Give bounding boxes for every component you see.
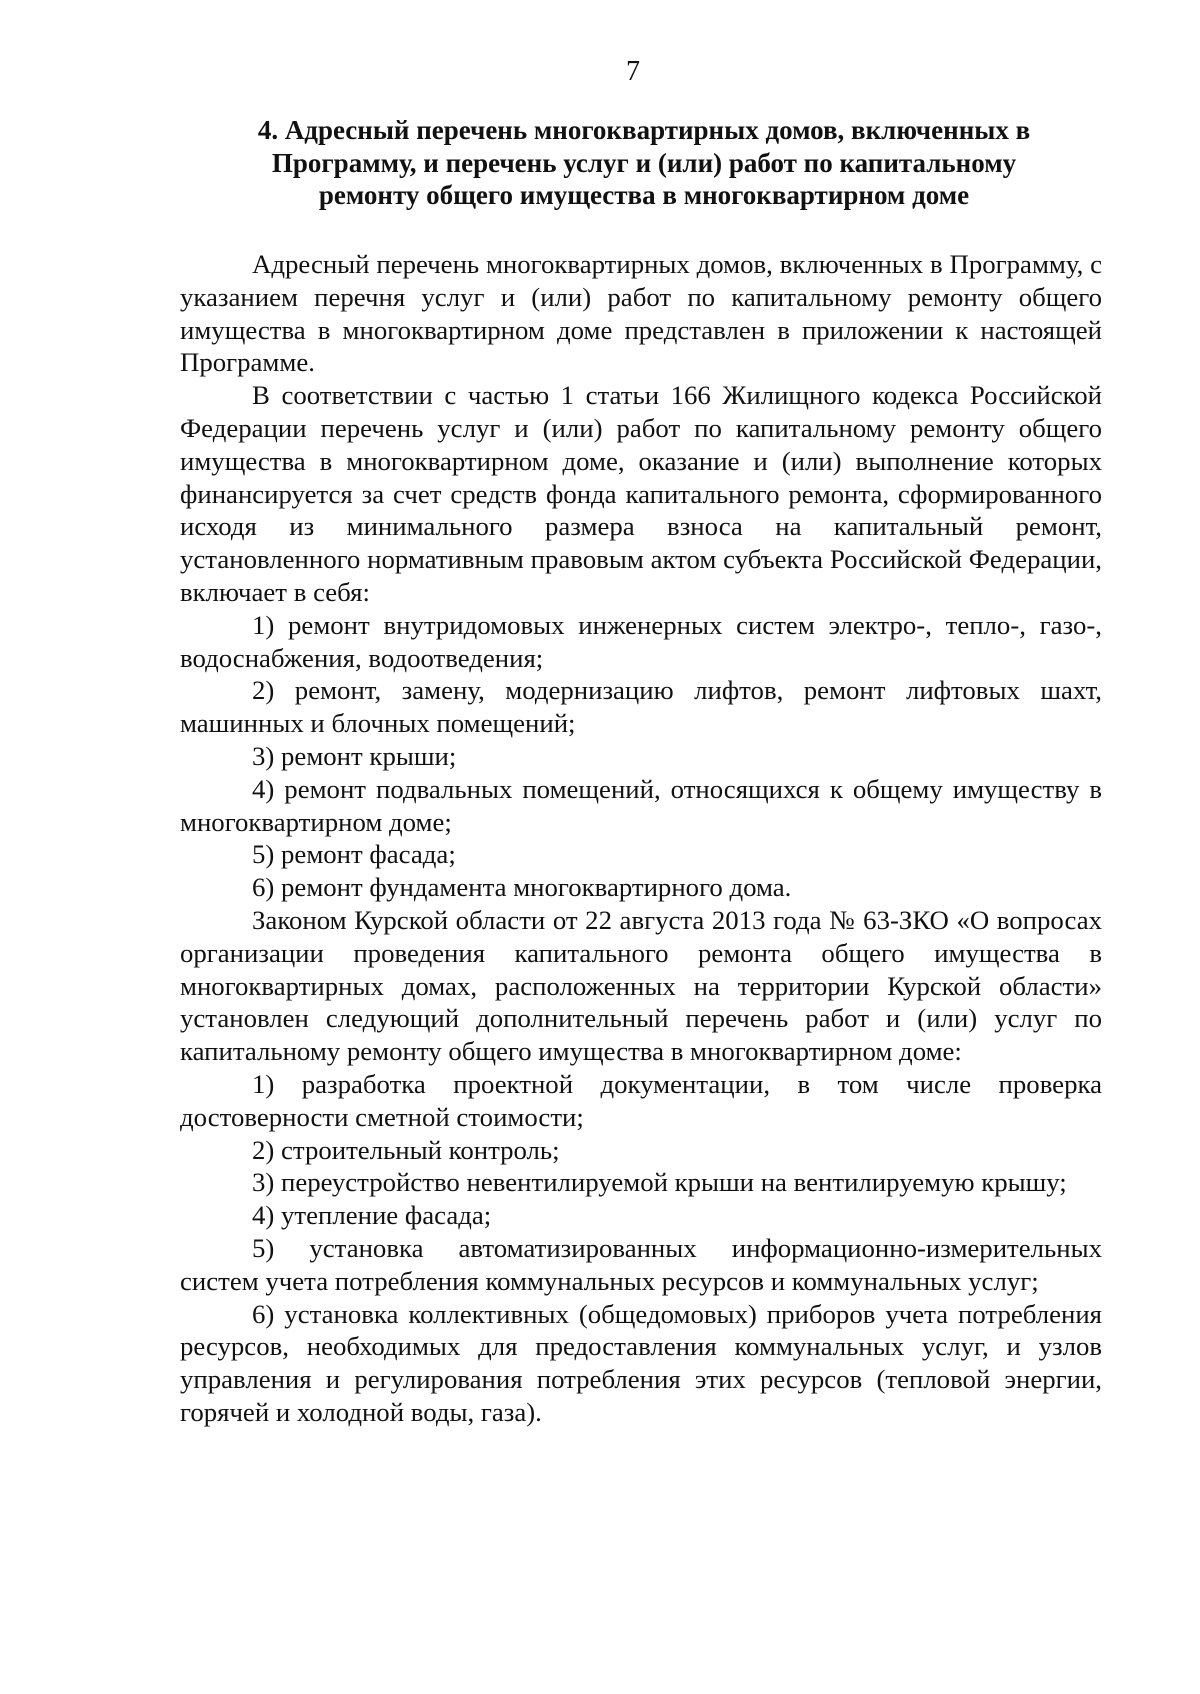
paragraph-article-166: В соответствии с частью 1 статьи 166 Жилищного кодекса Российской Федерации перечень услуг и (или) работ по капитальному ремонту общего имущества в многоквартирном доме, оказание и (или) выполнение которых финансируется за счет средств фонда капитального ремонта, сформированного исходя из минимального размера взноса на капитальный ремонт, установленного нормативным правовым актом субъекта Российской Федерации, включает в себя: [180,380,1102,607]
section-heading-line: ремонту общего имущества в многоквартирном доме [318,180,970,210]
section-heading-line: Программу, и перечень услуг и (или) работ по капитальному [271,147,1017,178]
list-item: 1) ремонт внутридомовых инженерных систем электро-, тепло-, газо-, водоснабжения, водоотведения; [180,609,1102,673]
list-item: 5) ремонт фасада; [252,839,456,870]
list-item: 3) ремонт крыши; [252,740,457,771]
list-item: 6) установка коллективных (общедомовых) приборов учета потребления ресурсов, необходимых для предоставления коммунальных услуг, и узлов управления и регулирования потребления этих ресурсов (тепловой энергии, горячей и холодной воды, газа). [180,1298,1102,1427]
list-item: 5) установка автоматизированных информационно-измерительных систем учета потребления коммунальных ресурсов и коммунальных услуг; [180,1232,1102,1296]
list-item: 2) ремонт, замену, модернизацию лифтов, ремонт лифтовых шахт, машинных и блочных помещений; [180,675,1102,739]
paragraph-kursk-law: Законом Курской области от 22 августа 2013 года № 63-ЗКО «О вопросах организации проведения капитального ремонта общего имущества в многоквартирных домах, расположенных на территории Курской области» установлен следующий дополнительный перечень работ и (или) услуг по капитальному ремонту общего имущества в многоквартирном доме: [180,904,1102,1067]
list-item: 1) разработка проектной документации, в том числе проверка достоверности сметной стоимости; [180,1068,1102,1132]
paragraph-intro: Адресный перечень многоквартирных домов, включенных в Программу, с указанием перечня услуг и (или) работ по капитальному ремонту общего имущества в многоквартирном доме представлен в приложении к настоящей Программе. [180,249,1102,378]
list-item: 4) утепление фасада; [252,1200,492,1231]
list-item: 4) ремонт подвальных помещений, относящихся к общему имуществу в многоквартирном доме; [180,773,1102,837]
list-item: 6) ремонт фундамента многоквартирного дома. [252,872,792,903]
document-body [180,248,1102,1429]
page-number: 7 [626,56,640,87]
list-item: 2) строительный контроль; [252,1134,560,1165]
list-item: 3) переустройство невентилируемой крыши на вентилируемую крышу; [252,1167,1067,1198]
section-heading [180,114,1108,212]
section-heading-line: 4. Адресный перечень многоквартирных домов, включенных в [257,115,1031,145]
